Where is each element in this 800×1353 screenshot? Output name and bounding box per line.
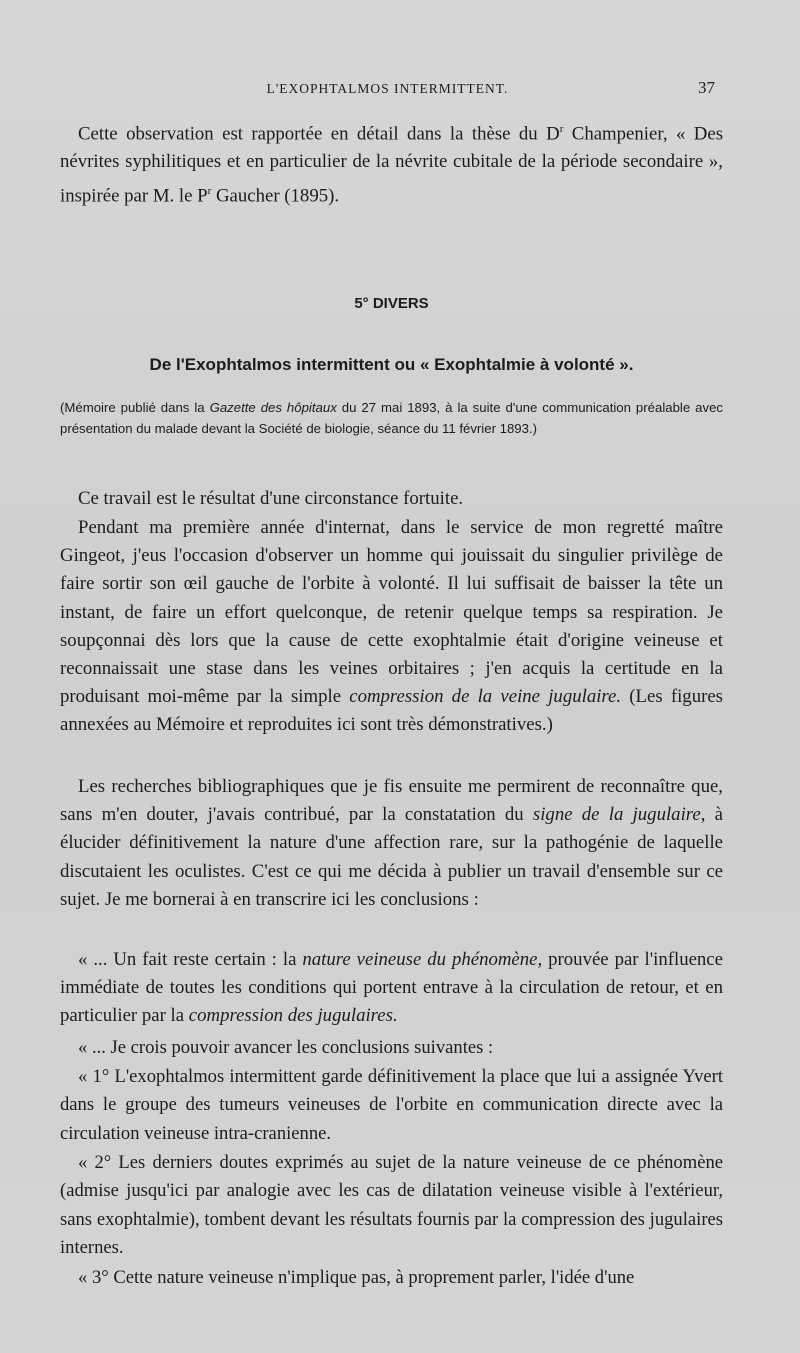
quote-paragraph-1-text-2: , prouvée par l'influence immédiate de toutes les conditions qui portent entrave à la circulation de retour, et en particulier par la (60, 949, 723, 1027)
section-title: 5° DIVERS (354, 295, 429, 312)
running-head (60, 78, 715, 100)
body-paragraph-3-text-2: , à élucider définitivement la nature d'une affection rare, sur la pathogénie de laquelle discutaient les oculistes. C'est ce qui me décida à publier un travail d'ensemble sur ce sujet. Je me bornerai à en transcrire ici les conclusions : (60, 804, 723, 910)
quote-paragraph-1 (60, 946, 723, 1031)
body-paragraph-3-text-1: Les recherches bibliographiques que je fis ensuite me permirent de reconnaître que, sans m'en douter, j'avais contribué, par la constatation du (60, 776, 723, 826)
memoir-note-text-2: du 27 mai 1893, à la suite d'une communication préalable avec présentation du malade devant la Société de biologie, séance du 11 février 1893.) (60, 400, 724, 436)
intro-dr-superscript: r (559, 123, 564, 135)
memoir-note-journal: Gazette des hôpitaux (209, 400, 337, 415)
memoir-note-text-1: (Mémoire publié dans la (60, 400, 210, 415)
intro-text-1: Cette observation est rapportée en détail dans la thèse du D (78, 123, 560, 145)
body-paragraph-3 (60, 773, 723, 914)
conclusion-2: « 2° Les derniers doutes exprimés au sujet de la nature veineuse de ce phénomène (admise jusqu'ici par analogie avec les cas de dilatation veineuse visible à l'extérieur, sans exophtalmie), tombent devant les résultats fournis par la compression des jugulaires internes. (60, 1152, 723, 1259)
running-title: L'EXOPHTALMOS INTERMITTENT. (266, 81, 509, 96)
body-paragraph-2-text-1: Pendant ma première année d'internat, dans le service de mon regretté maître Gingeot, j'eus l'occasion d'observer un homme qui jouissait du singulier privilège de faire sortir son œil gauche de l'orbite à volonté. Il lui suffisait de baisser la tête un instant, de faire un effort quelconque, de retenir quelque temps sa respiration. Je soupçonnai dès lors que la cause de cette exophtalmie était d'origine veineuse et reconnaissait une stase dans les veines orbitaires ; j'en acquis la certitude en la produisant moi-même par la simple (60, 517, 723, 708)
intro-text-3: Gaucher (1895). (211, 184, 340, 206)
body-paragraph-2 (60, 514, 723, 740)
body-paragraph-1: Ce travail est le résultat d'une circonstance fortuite. (78, 488, 464, 509)
body-paragraph-2-text-2: (Les figures annexées au Mémoire et reproduites ici sont très démonstratives.) (60, 686, 723, 736)
body-paragraph-3-emphasis: signe de la jugulaire (532, 804, 701, 826)
body-paragraph-2-emphasis: compression de la veine jugulaire. (349, 686, 622, 708)
quote-paragraph-2: « ... Je crois pouvoir avancer les conclusions suivantes : (78, 1037, 494, 1058)
page-number: 37 (698, 78, 715, 97)
quote-paragraph-1-text-1: « ... Un fait reste certain : la (78, 949, 303, 970)
intro-paragraph (60, 115, 723, 210)
article-title: De l'Exophtalmos intermittent ou « Exophtalmie à volonté ». (149, 355, 634, 374)
conclusion-1: « 1° L'exophtalmos intermittent garde définitivement la place que lui a assignée Yvert dans le groupe des tumeurs veineuses de l'orbite en communication directe avec la circulation veineuse intra-cranienne. (60, 1066, 723, 1144)
intro-text-2: Champenier, « Des névrites syphilitiques et en particulier de la névrite cubitale de la période secondaire », inspirée par M. le P (60, 123, 723, 206)
intro-pr-superscript: r (207, 184, 212, 197)
conclusion-3: « 3° Cette nature veineuse n'implique pas, à proprement parler, l'idée d'une (78, 1267, 635, 1288)
quote-paragraph-1-emphasis-2: compression des jugulaires. (188, 1005, 398, 1027)
memoir-note (60, 397, 723, 439)
quote-paragraph-1-emphasis-1: nature veineuse du phénomène (302, 949, 538, 970)
